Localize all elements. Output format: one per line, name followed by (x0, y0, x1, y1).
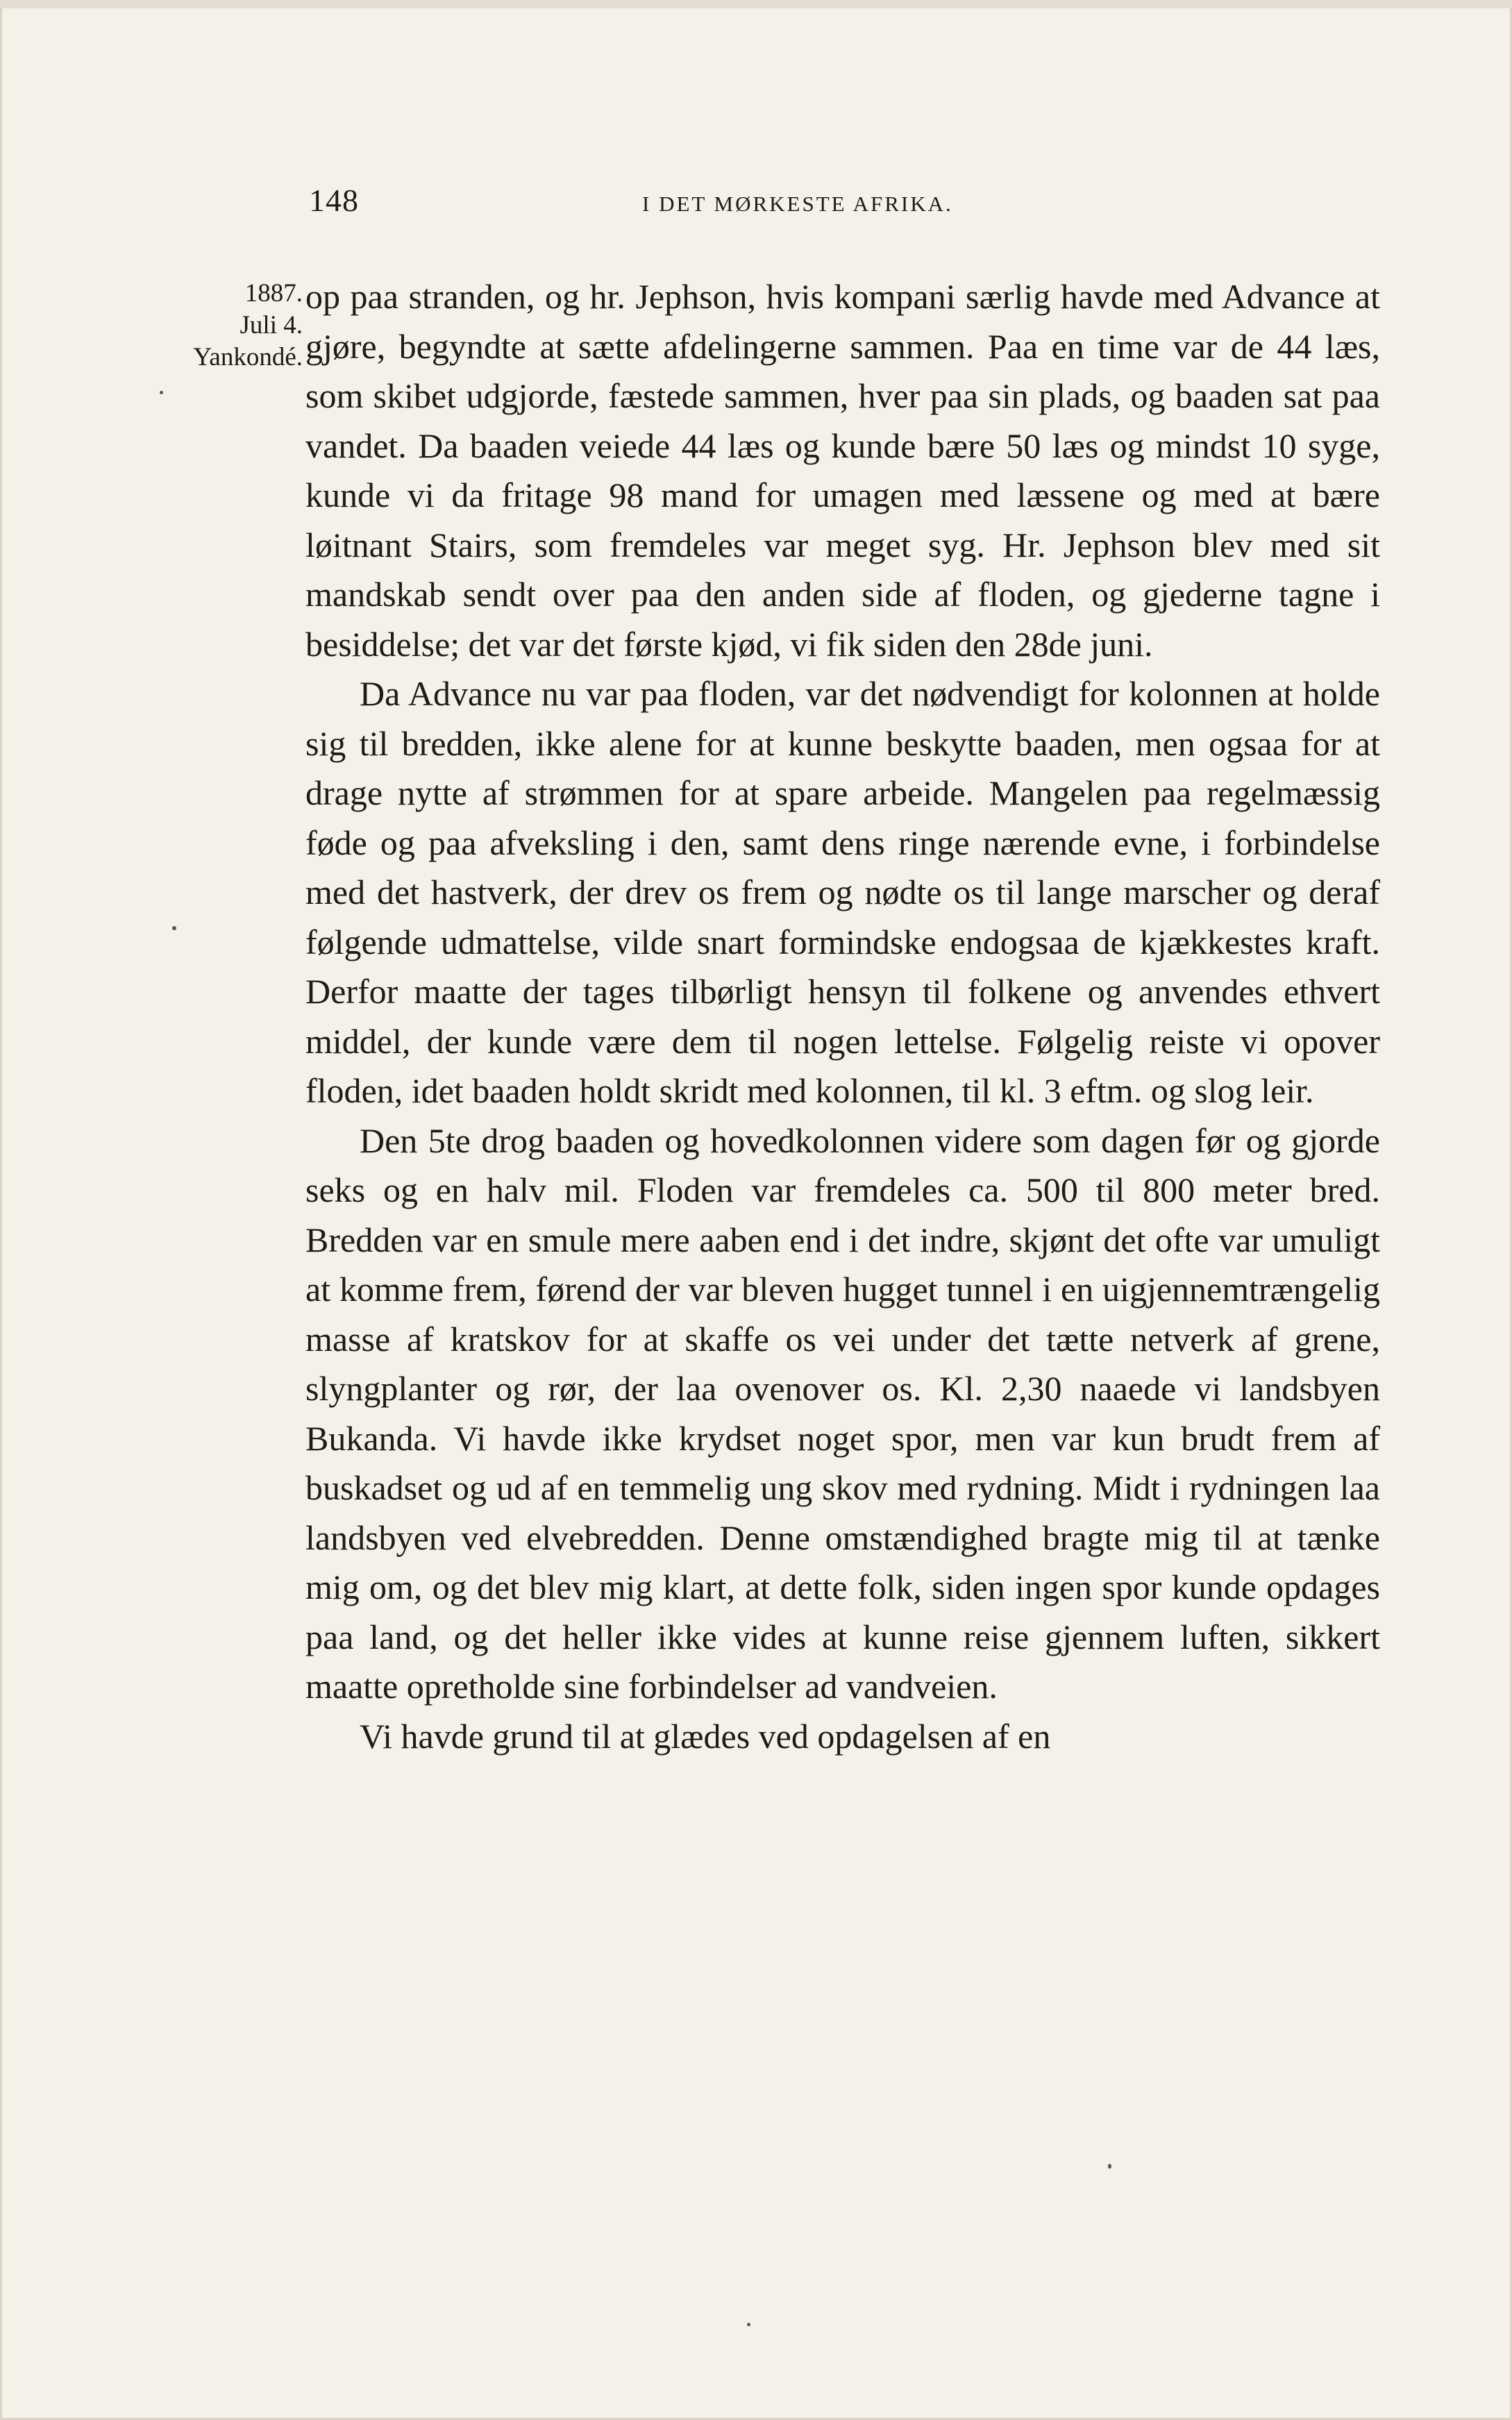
margin-date: Juli 4. (240, 311, 303, 339)
ink-speck (172, 926, 176, 930)
margin-place: Yankondé. (193, 343, 303, 371)
paragraph-3: Den 5te drog baaden og hovedkolonnen videre som dagen før og gjorde seks og en halv mil. Floden var fremdeles ca. 500 til 800 meter bred. Bredden var en smule mere aaben end i det indre, skjønt det ofte var umuligt at komme frem, førend der var bleven hugget tunnel i en uigjennemtrængelig masse af kratskov for at skaffe os vei under det tætte netverk af grene, slyngplanter og rør, der laa ovenover os. Kl. 2,30 naaede vi landsbyen Bukanda. Vi havde ikke krydset noget spor, men var kun brudt frem af buskadset og ud af en temmelig ung skov med rydning. Midt i rydningen laa landsbyen ved elvebredden. Denne omstændighed bragte mig til at tænke mig om, og det blev mig klart, at dette folk, siden ingen spor kunde opdages paa land, og det heller ikke vides at kunne reise gjennem luften, sikkert maatte opretholde sine forbindelser ad vandveien. (305, 1120, 1380, 1706)
body-text (305, 272, 1380, 1761)
paragraph-2: Da Advance nu var paa floden, var det nødvendigt for kolonnen at holde sig til bredden, ikke alene for at kunne beskytte baaden, men ogsaa for at drage nytte af strømmen for at spare arbeide. Mangelen paa regelmæssig føde og paa afveksling i den, samt dens ringe nærende evne, i forbindelse med det hastverk, der drev os frem og nødte os til lange marscher og deraf følgende udmattelse, vilde snart formindske endogsaa de kjækkestes kraft. Derfor maatte der tages tilbørligt hensyn til folkene og anvendes ethvert middel, der kunde være dem til nogen lettelse. Følgelig reiste vi opover floden, idet baaden holdt skridt med kolonnen, til kl. 3 eftm. og slog leir. (305, 674, 1380, 1110)
ink-speck (160, 391, 163, 394)
paragraph-1: op paa stranden, og hr. Jephson, hvis kompani særlig havde med Advance at gjøre, begyndte at sætte afdelingerne sammen. Paa en time var de 44 læs, som skibet udgjorde, fæstede sammen, hver paa sin plads, og baaden sat paa vandet. Da baaden veiede 44 læs og kunde bære 50 læs og mindst 10 syge, kunde vi da fritage 98 mand for umagen med læssene og med at bære løitnant Stairs, som fremdeles var meget syg. Hr. Jephson blev med sit mandskab sendt over paa den anden side af floden, og gjederne tagne i besiddelse; det var det første kjød, vi fik siden den 28de juni. (305, 277, 1380, 664)
page-number: 148 (309, 183, 359, 218)
paragraph-4: Vi havde grund til at glædes ved opdagelsen af en (360, 1716, 1051, 1756)
page-top-edge (0, 0, 1512, 8)
margin-year: 1887. (244, 279, 303, 308)
ink-speck (747, 2323, 750, 2326)
margin-notes (157, 278, 303, 373)
running-title: I DET MØRKESTE AFRIKA. (642, 192, 953, 216)
page-header (309, 182, 1375, 224)
ink-speck (1108, 2164, 1111, 2169)
